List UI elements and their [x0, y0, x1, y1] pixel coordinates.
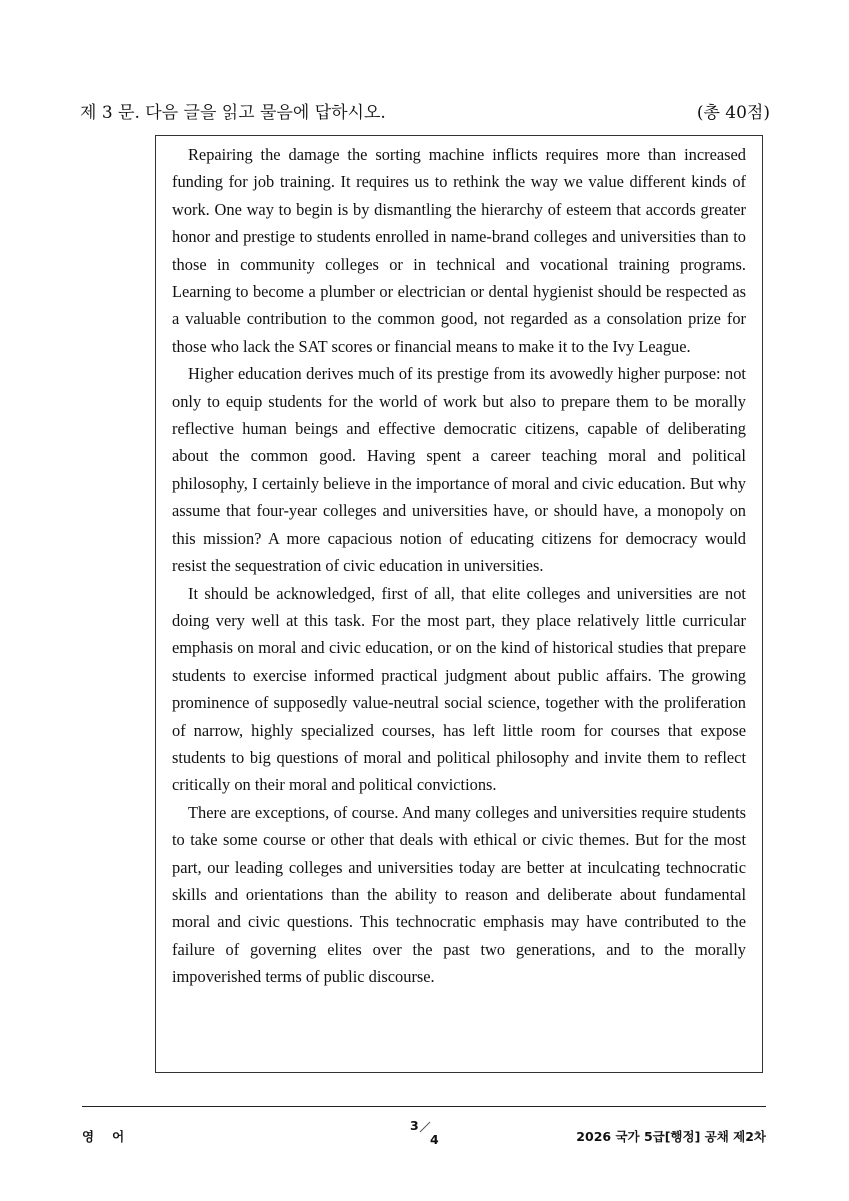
question-header	[80, 98, 770, 128]
footer-exam-name: 2026 국가 5급[행정] 공채 제2차	[576, 1129, 766, 1144]
passage-box	[155, 135, 763, 1073]
passage-paragraph-2: Higher education derives much of its prestige from its avowedly higher purpose: not only to equip students for the world of work but also to prepare them to be morally reflective human beings and effective democratic citizens, capable of deliberating about the common good. Having spent a career teaching moral and political philosophy, I certainly believe in the importance of moral and civic education. But why assume that four-year colleges and universities have, or should have, a monopoly on this mission? A more capacious notion of educating citizens for democracy would resist the sequestration of civic education in universities.	[172, 364, 746, 576]
question-points: (총 40점)	[696, 103, 770, 123]
passage-paragraph-1: Repairing the damage the sorting machine inflicts requires more than increased funding for job training. It requires us to rethink the way we value different kinds of work. One way to begin is by dismantling the hierarchy of esteem that accords greater honor and prestige to students enrolled in name-brand colleges and universities than to those in community colleges or in technical and vocational training programs. Learning to become a plumber or electrician or dental hygienist should be respected as a valuable contribution to the common good, not regarded as a consolation prize for those who lack the SAT scores or financial means to make it to the Ivy League.	[172, 145, 746, 356]
question-title: 제 3 문. 다음 글을 읽고 물음에 답하시오.	[80, 103, 386, 123]
passage-paragraph-4: There are exceptions, of course. And many colleges and universities require students to take some course or other that deals with ethical or civic themes. But for the most part, our leading colleges and universities today are better at inculcating technocratic skills and orientations than the ability to reason and deliberate about fundamental moral and civic questions. This technocratic emphasis may have contributed to the failure of governing elites over the past two generations, and to the morally impoverished terms of public discourse.	[172, 802, 746, 987]
page-number-total: 4	[430, 1132, 439, 1147]
page-number-current: 3	[410, 1118, 419, 1133]
page-footer	[82, 1118, 766, 1150]
footer-divider	[82, 1106, 766, 1107]
footer-subject: 영어	[82, 1129, 143, 1144]
passage-paragraph-3: It should be acknowledged, first of all, that elite colleges and universities are not doing very well at this task. For the most part, they place relatively little curricular emphasis on moral and civic education, or on the kind of historical studies that prepare students to exercise informed practical judgment about public affairs. The growing prominence of supposedly value-neutral social science, together with the proliferation of narrow, highly specialized courses, has left little room for courses that expose students to big questions of moral and political philosophy and invite them to reflect critically on their moral and political convictions.	[172, 583, 746, 795]
